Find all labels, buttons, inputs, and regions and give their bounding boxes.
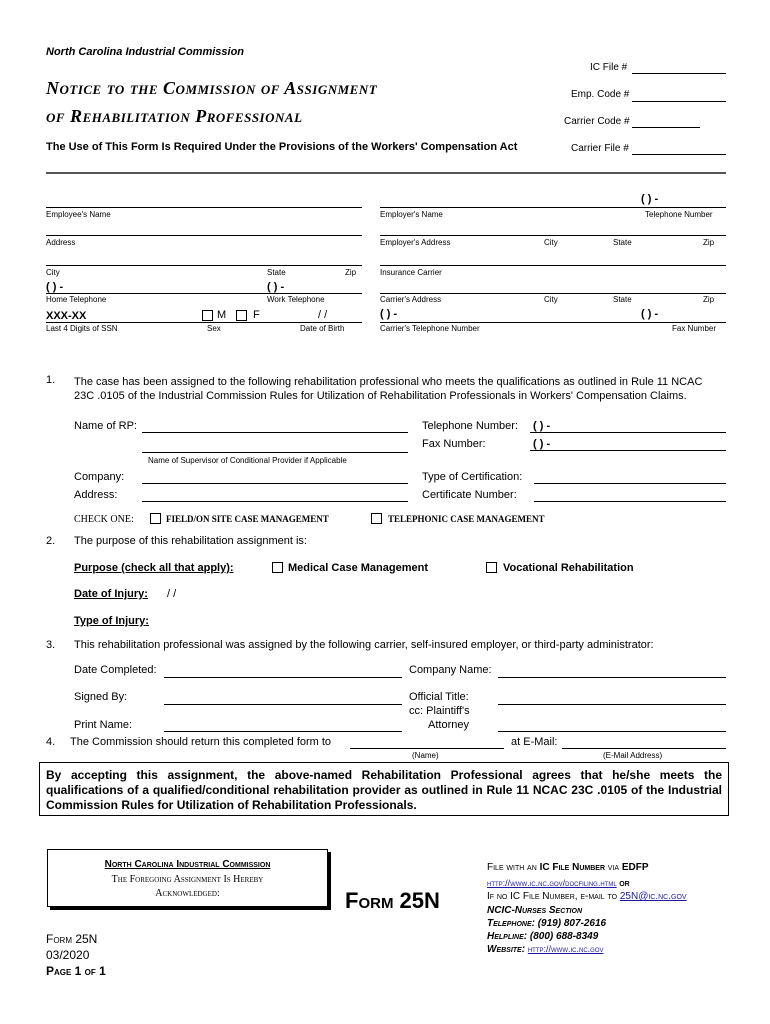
docfiling-link[interactable]: http://www.ic.nc.gov/docfiling.html [487,878,617,888]
ic-file-label: IC File # [590,62,628,73]
supervisor-note: Name of Supervisor of Conditional Provider if Applicable [148,456,347,465]
company-field[interactable] [142,483,408,484]
employee-name-label: Employee's Name [46,210,111,219]
check-one-label: CHECK ONE: [74,514,134,525]
type-of-injury-label: Type of Injury: [74,615,149,627]
sex-label: Sex [207,324,221,333]
section3-number: 3. [46,639,56,651]
carrier-phone-template: ( ) - [380,308,398,320]
field-onsite-checkbox[interactable] [150,513,161,524]
cc-line1: cc: Plaintiff's [409,705,470,717]
footer-form: Form 25N [46,932,98,946]
supervisor-name-field[interactable] [142,452,408,453]
home-phone-template: ( ) - [46,281,64,293]
if-no-text: If no IC File Number, e-mail to [487,891,618,902]
docfiling-line [487,878,630,889]
employer-phone-template: ( ) - [641,193,659,205]
date-of-injury-label: Date of Injury: [74,588,148,600]
ssn-label: Last 4 Digits of SSN [46,324,118,333]
vocational-checkbox[interactable] [486,562,497,573]
form-title-line1: Notice to the Commission of Assignment [46,78,378,98]
purpose-label: Purpose (check all that apply): [74,562,234,574]
name-caption: (Name) [412,751,439,760]
insurance-carrier-label: Insurance Carrier [380,268,442,277]
file-with-ic-number: IC File Number [539,862,606,873]
type-of-cert-label: Type of Certification: [422,471,523,483]
website-link[interactable]: http://www.ic.nc.gov [527,944,604,954]
name-of-rp-field[interactable] [142,432,408,433]
agreement-box [39,762,729,816]
sex-male-checkbox[interactable] [202,310,213,321]
ic-file-field[interactable] [632,73,726,74]
cc-attorney-field[interactable] [498,731,726,732]
telephonic-label: TELEPHONIC CASE MANAGEMENT [388,514,545,524]
section1-number: 1. [46,374,56,386]
section2-number: 2. [46,535,56,547]
carrier-file-field[interactable] [632,154,726,155]
emp-code-field[interactable] [632,101,726,102]
official-title-label: Official Title: [409,691,469,703]
telephonic-checkbox[interactable] [371,513,382,524]
carrier-city-label: City [544,295,558,304]
sex-female-checkbox[interactable] [236,310,247,321]
company-name-field[interactable] [498,677,726,678]
carrier-file-label: Carrier File # [571,143,629,154]
type-of-cert-field[interactable] [534,483,726,484]
print-name-field[interactable] [164,731,402,732]
file-with-prefix: File with an [487,862,537,873]
official-title-field[interactable] [498,704,726,705]
at-email-label: at E-Mail: [511,736,558,748]
employer-name-field[interactable] [380,207,726,208]
date-of-injury-template[interactable]: / / [167,588,177,600]
home-phone-label: Home Telephone [46,295,107,304]
employee-address-label: Address [46,238,76,247]
ssn-sex-dob-field[interactable] [46,322,362,323]
date-completed-label: Date Completed: [74,664,157,676]
sex-male-label: M [217,309,227,321]
ack-line2: The Foregoing Assignment Is Hereby [111,874,264,885]
employer-name-label: Employer's Name [380,210,443,219]
employee-city-field[interactable] [46,265,362,266]
company-name-label: Company Name: [409,664,492,676]
section4-text: The Commission should return this completed form to [70,736,332,748]
return-email-field[interactable] [562,748,726,749]
vocational-label: Vocational Rehabilitation [503,562,634,574]
rp-fax-template: ( ) - [533,438,551,450]
section1-text-line1: The case has been assigned to the following rehabilitation professional who meets the qualifications as outlined in Rule 11 NCAC [74,376,703,388]
carrier-address-field[interactable] [380,293,726,294]
employee-address-field[interactable] [46,235,362,236]
nurses-section: NCIC-Nurses Section [487,905,583,916]
return-name-field[interactable] [350,748,504,749]
header-divider [46,172,726,174]
telephone-line: Telephone: (919) 807-2616 [487,918,607,929]
employee-zip-label: Zip [345,268,357,277]
emp-code-label: Emp. Code # [571,89,630,100]
form-title-line2: of Rehabilitation Professional [46,106,303,126]
fax-number-label: Fax Number [672,324,717,333]
cert-number-field[interactable] [534,501,726,502]
employer-phone-label: Telephone Number [645,210,713,219]
print-name-label: Print Name: [74,719,133,731]
rp-telephone-template: ( ) - [533,420,551,432]
insurance-carrier-field[interactable] [380,265,726,266]
carrier-phone-label: Carrier's Telephone Number [380,324,480,333]
fax-template: ( ) - [641,308,659,320]
signed-by-label: Signed By: [74,691,128,703]
employer-state-label: State [613,238,632,247]
rp-telephone-field[interactable] [530,432,726,433]
signed-by-field[interactable] [164,704,402,705]
work-phone-label: Work Telephone [267,295,325,304]
employer-zip-label: Zip [703,238,715,247]
footer-page: Page 1 of 1 [46,964,106,978]
medical-checkbox[interactable] [272,562,283,573]
employee-state-label: State [267,268,286,277]
ack-line1: North Carolina Industrial Commission [104,859,271,870]
carrier-address-label: Carrier's Address [380,295,442,304]
website-line [487,944,604,955]
file-with-via: via [607,862,620,873]
form-name-large: Form 25N [345,888,440,913]
employer-address-label: Employer's Address [380,238,451,247]
agreement-text: By accepting this assignment, the above-named Rehabilitation Professional agrees that he/she meets the qualifications of a qualified/conditional rehabilitation provider as outlined in Rule 11 NCAC 23C .0105 of the Industrial Commission Rules for Utilization of Rehabilitation Professionals. [46,768,722,812]
company-label: Company: [74,471,125,483]
cc-line2: Attorney [428,719,469,731]
employee-name-field[interactable] [46,207,362,208]
acknowledgment-box [47,849,328,907]
section4-number: 4. [46,736,56,748]
agency-name: North Carolina Industrial Commission [46,46,245,58]
email-caption: (E-Mail Address) [603,751,663,760]
ack-line3: Acknowledged: [155,888,220,899]
carrier-phone-field[interactable] [380,322,726,323]
medical-label: Medical Case Management [288,562,428,574]
employer-city-label: City [544,238,558,247]
carrier-state-label: State [613,295,632,304]
helpline-line: Helpline: (800) 688-8349 [487,931,599,942]
file-with-edfp: EDFP [621,862,649,873]
dob-label: Date of Birth [300,324,345,333]
cert-number-label: Certificate Number: [422,489,517,501]
phone-field[interactable] [46,293,362,294]
work-phone-template: ( ) - [267,281,285,293]
ssn-value: XXX-XX [46,310,87,322]
sex-female-label: F [253,309,260,321]
dob-template: / / [318,309,328,321]
footer-date: 03/2020 [46,948,90,962]
or-text: or [619,878,630,889]
if-no-line [487,891,687,902]
email-25n-link[interactable]: 25N@ic.nc.gov [619,891,687,902]
rp-fax-field[interactable] [530,450,726,451]
field-onsite-label: FIELD/ON SITE CASE MANAGEMENT [166,514,329,524]
rp-address-label: Address: [74,489,118,501]
carrier-zip-label: Zip [703,295,715,304]
requirement-text: The Use of This Form Is Required Under the Provisions of the Workers' Compensation Act [46,141,518,153]
carrier-code-label: Carrier Code # [564,116,630,127]
section2-text: The purpose of this rehabilitation assignment is: [74,535,307,547]
date-completed-field[interactable] [164,677,402,678]
rp-address-field[interactable] [142,501,408,502]
website-label: Website: [487,944,526,955]
section3-text: This rehabilitation professional was assigned by the following carrier, self-insured employer, or third-party administrator: [74,639,654,651]
file-with-line [487,862,649,873]
name-of-rp-label: Name of RP: [74,420,137,432]
employee-city-label: City [46,268,60,277]
rp-fax-label: Fax Number: [422,438,486,450]
section1-text-line2: 23C .0105 of the Industrial Commission Rules for Utilization of Rehabilitation Professionals in Workers' Compensation Claims. [74,390,687,402]
carrier-code-field[interactable] [632,127,700,128]
employer-address-field[interactable] [380,235,726,236]
rp-telephone-label: Telephone Number: [422,420,519,432]
